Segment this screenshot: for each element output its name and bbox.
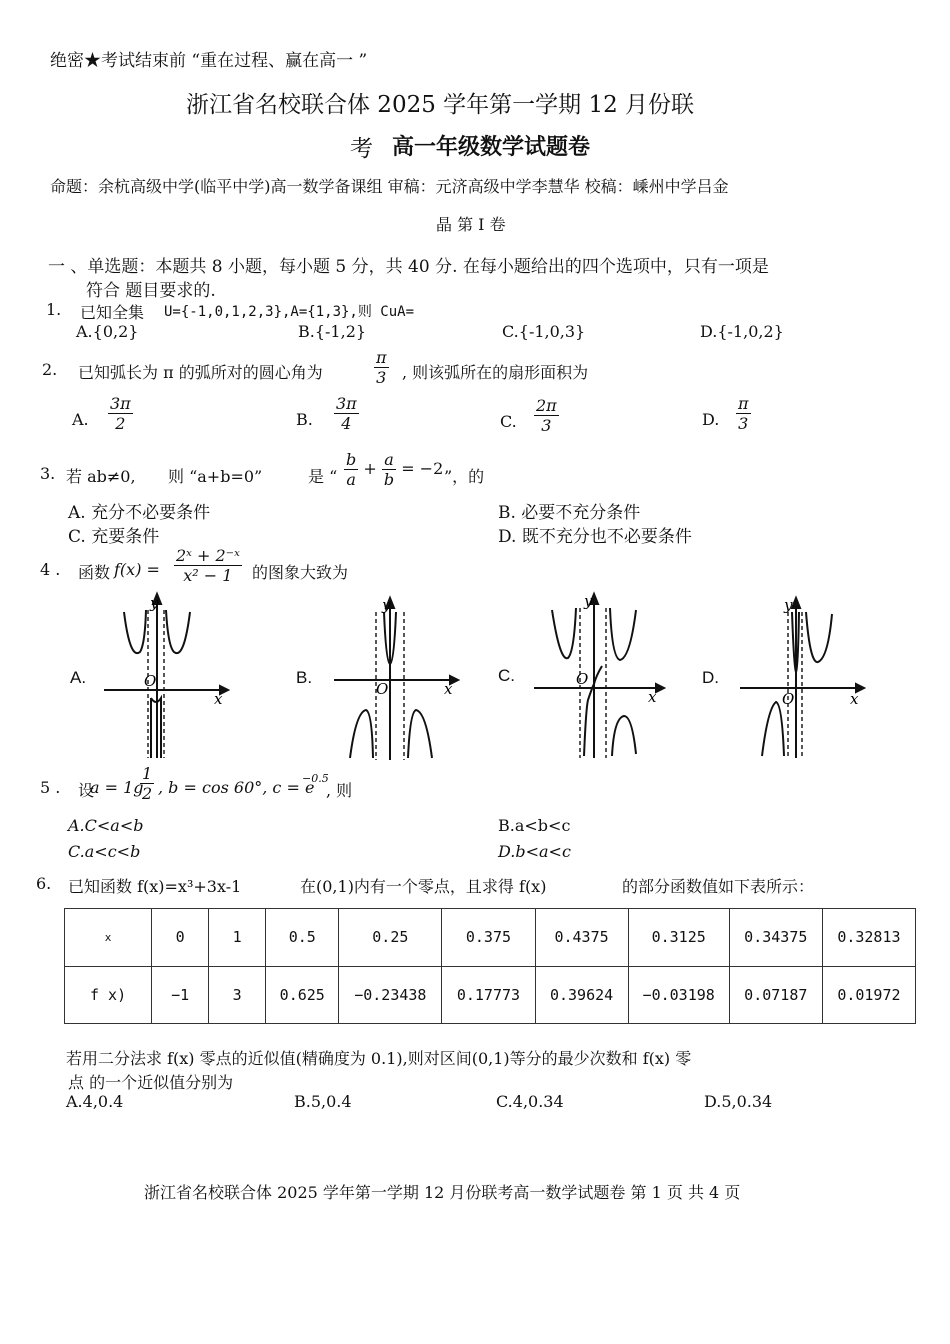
q2-angle: $\frac{\pi}{3}$ <box>376 348 387 387</box>
q3-option-c: C. 充要条件 <box>68 527 160 547</box>
q3-number: 3. <box>40 464 56 483</box>
section-intro-line1: 一 、单选题：本题共 8 小题，每小题 5 分，共 40 分. 在每小题给出的四个选项中，只有一项是 <box>48 257 769 277</box>
table-cell: f x) <box>65 966 152 1024</box>
q4-number: 4 . <box>40 560 61 579</box>
table-cell: 0.4375 <box>535 909 628 967</box>
table-cell: x <box>65 909 152 967</box>
q6-follow-line1: 若用二分法求 f(x) 零点的近似值(精确度为 0.1),则对区间(0,1)等分的最少次数和 f(x) 零 <box>66 1049 692 1068</box>
q4-stem-b: 的图象大致为 <box>252 563 349 582</box>
table-cell: 0.07187 <box>729 966 822 1024</box>
q4-option-c-label: C. <box>498 666 515 685</box>
q4-stem-a: 函数 <box>78 563 111 582</box>
table-cell: 0.3125 <box>628 909 729 967</box>
q3-stem-c: 是 “ <box>308 467 338 486</box>
table-cell: 0.34375 <box>729 909 822 967</box>
q6-option-c: C.4,0.34 <box>496 1092 564 1111</box>
q6-option-a: A.4,0.4 <box>66 1092 124 1111</box>
q4-graph-a <box>100 590 230 760</box>
table-cell: 0.625 <box>266 966 339 1024</box>
q4-graph-b-y-label: y <box>382 596 391 614</box>
q1-option-a: A.{0,2} <box>76 322 139 341</box>
q5-expression-a: a = 1g <box>90 778 144 797</box>
q5-number: 5 . <box>40 778 61 797</box>
q4-graph-b-x-label: x <box>444 680 453 698</box>
q4-graph-d-x-label: x <box>850 690 859 708</box>
q3-expression: $\frac{b}{a}$ + $\frac{a}{b}$ = −2 <box>346 450 444 489</box>
table-cell: 0.39624 <box>535 966 628 1024</box>
table-row <box>65 966 916 1024</box>
title-line2-prefix: 考 <box>350 136 373 162</box>
q6-number: 6. <box>36 874 52 893</box>
q6-follow-line2: 点 的一个近似值分别为 <box>68 1073 234 1092</box>
q5-stem-a: 设 <box>78 781 95 800</box>
q4-graph-c <box>530 588 666 760</box>
credits-continued: 晶 第 Ⅰ 卷 <box>436 215 506 234</box>
q2-option-a-value: $\frac{3\pi}{2}$ <box>110 394 131 433</box>
q1-option-d: D.{-1,0,2} <box>700 322 784 341</box>
q2-option-d-value: $\frac{\pi}{3}$ <box>738 394 749 433</box>
q4-graph-c-origin: O <box>576 670 589 688</box>
q5-expression-b: , b = cos 60°, c = e <box>158 778 315 797</box>
q4-option-a-label: A. <box>70 668 87 687</box>
q5-option-a: A.C<a<b <box>68 816 144 835</box>
q4-graph-c-y-label: y <box>584 592 593 610</box>
q4-graph-b <box>330 592 460 762</box>
table-cell: 0.32813 <box>822 909 915 967</box>
table-cell: −1 <box>152 966 209 1024</box>
q4-graph-b-origin: O <box>376 680 389 698</box>
q2-option-b-label: B. <box>296 410 313 429</box>
q3-option-d: D. 既不充分也不必要条件 <box>498 527 692 547</box>
table-cell: 0.375 <box>442 909 535 967</box>
q3-stem-b: 则 “a+b=0” <box>168 467 263 486</box>
q1-number: 1. <box>46 300 62 319</box>
q2-option-c-label: C. <box>500 412 517 431</box>
title-line2: 高一年级数学试题卷 <box>392 134 591 160</box>
q3-stem-d: ”，的 <box>444 467 485 486</box>
q6-value-table <box>64 908 916 1024</box>
q4-graph-d <box>736 592 866 760</box>
q6-option-d: D.5,0.34 <box>704 1092 773 1111</box>
q4-graph-d-origin: O <box>782 690 795 708</box>
q5-fraction: $\frac{1}{2}$ <box>142 764 153 803</box>
table-cell: 0.01972 <box>822 966 915 1024</box>
q3-option-b: B. 必要不充分条件 <box>498 503 641 523</box>
q3-option-a: A. 充分不必要条件 <box>68 503 211 523</box>
q2-option-d-label: D. <box>702 410 720 429</box>
table-cell: 0.25 <box>339 909 442 967</box>
q4-option-b-label: B. <box>296 668 313 687</box>
q1-stem-set: U={-1,0,1,2,3},A={1,3},则 CuA= <box>164 304 415 320</box>
q6-stem-a: 已知函数 f(x)=x³+3x-1 <box>68 877 242 896</box>
q4-graph-a-origin: O <box>144 672 157 690</box>
section-intro-line2: 符合 题目要求的. <box>86 281 216 301</box>
q4-graph-a-y-label: y <box>150 594 159 612</box>
q2-number: 2. <box>42 360 58 379</box>
table-cell: 1 <box>209 909 266 967</box>
q5-option-b: B.a<b<c <box>498 816 571 835</box>
table-cell: 0.17773 <box>442 966 535 1024</box>
credits: 命题：余杭高级中学(临平中学)高一数学备课组 审稿：元济高级中学李慧华 校稿：嵊州中学吕金 <box>50 177 729 196</box>
q2-option-a-label: A. <box>72 410 89 429</box>
table-row <box>65 909 916 967</box>
q2-stem-b: , 则该弧所在的扇形面积为 <box>402 363 589 382</box>
q1-option-b: B.{-1,2} <box>298 322 367 341</box>
q5-exponent: −0.5 <box>302 772 329 785</box>
q6-stem-c: 的部分函数值如下表所示： <box>622 877 815 896</box>
title-line1: 浙江省名校联合体 2025 学年第一学期 12 月份联 <box>186 92 695 118</box>
table-cell: 3 <box>209 966 266 1024</box>
q2-option-b-value: $\frac{3\pi}{4}$ <box>336 394 357 433</box>
q2-stem-a: 已知弧长为 π 的弧所对的圆心角为 <box>78 363 323 382</box>
table-cell: 0 <box>152 909 209 967</box>
q2-option-c-value: $\frac{2\pi}{3}$ <box>536 396 557 435</box>
q3-stem-a: 若 ab≠0, <box>66 467 136 486</box>
q1-option-c: C.{-1,0,3} <box>502 322 586 341</box>
q4-graph-d-y-label: y <box>784 596 793 614</box>
table-cell: −0.23438 <box>339 966 442 1024</box>
secret-label: 绝密★考试结束前 “重在过程、赢在高一 ” <box>50 51 368 71</box>
q6-option-b: B.5,0.4 <box>294 1092 352 1111</box>
q4-function-name: f(x) = <box>114 560 160 579</box>
table-cell: 0.5 <box>266 909 339 967</box>
q4-option-d-label: D. <box>702 668 719 687</box>
q5-stem-b: , 则 <box>326 781 353 800</box>
q5-option-c: C.a<c<b <box>68 842 141 861</box>
q5-option-d: D.b<a<c <box>498 842 571 861</box>
q4-function-expression: $\frac{\text{2ˣ + 2⁻ˣ}}{\text{x² − 1}}$ <box>176 546 240 585</box>
table-cell: −0.03198 <box>628 966 729 1024</box>
page-footer: 浙江省名校联合体 2025 学年第一学期 12 月份联考高一数学试题卷 第 1 页 共 4 页 <box>144 1183 741 1202</box>
q4-graph-a-x-label: x <box>214 690 223 708</box>
q1-stem: 已知全集 <box>80 303 145 322</box>
q4-graph-c-x-label: x <box>648 688 657 706</box>
q6-stem-b: 在(0,1)内有一个零点，且求得 f(x) <box>300 877 547 896</box>
